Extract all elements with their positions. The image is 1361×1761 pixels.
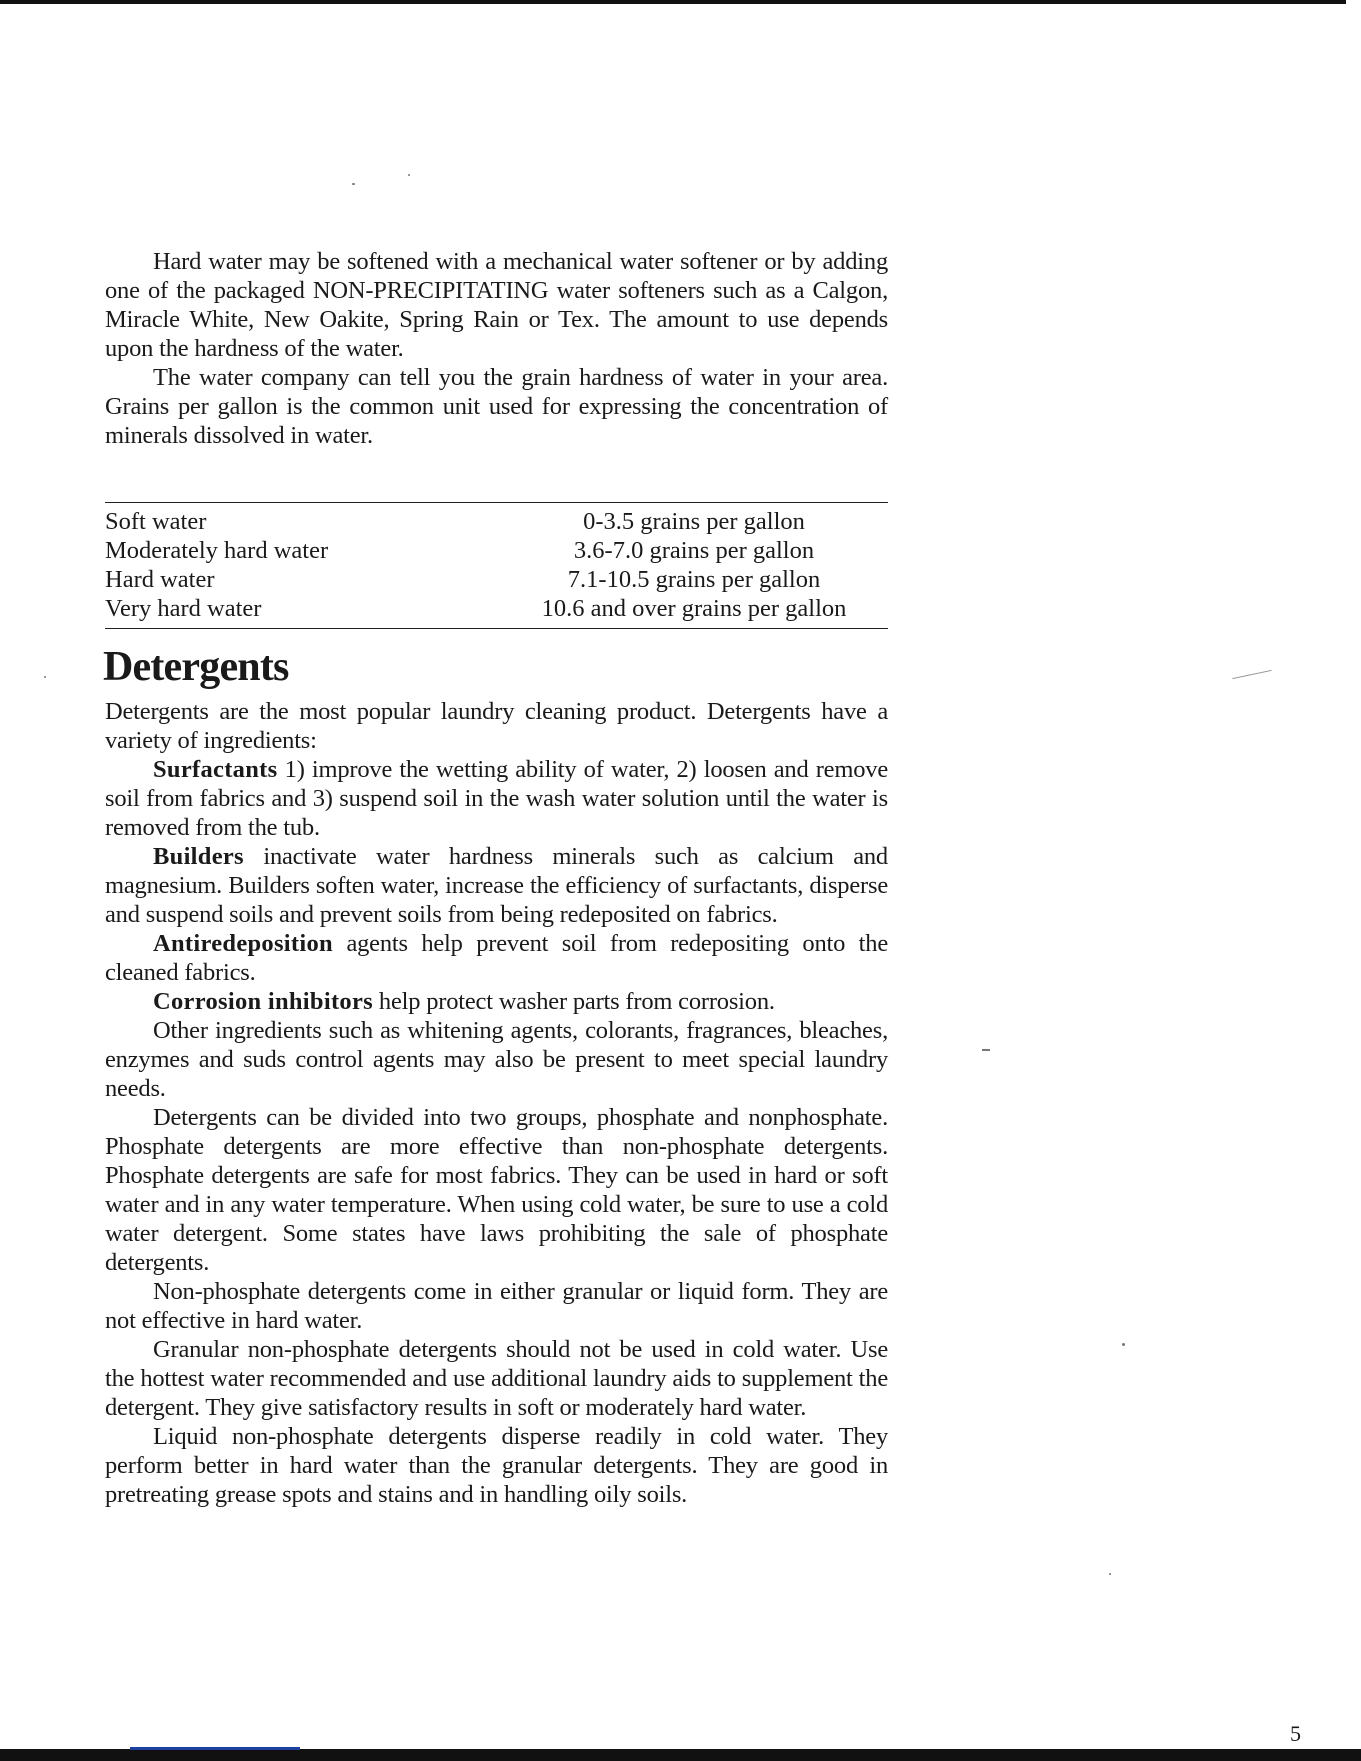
top-border-rule — [0, 0, 1346, 4]
bottom-rule-accent — [130, 1747, 300, 1750]
ingredient-text: help protect washer parts from corrosion. — [372, 988, 775, 1015]
ingredient-text: 1) improve the wetting ability of water, 2) loosen and remove soil from fabrics and 3) suspend soil in the wash water solution until the water is removed from the tub. — [105, 756, 888, 841]
hardness-value: 3.6-7.0 grains per gallon — [573, 537, 815, 564]
body-paragraph: Detergents can be divided into two groups, phosphate and nonphosphate. Phosphate detergents are more effective than non-phosphate detergents. Phosphate detergents are safe for most fabrics. They can be used in hard or soft water and in any water temperature. When using cold water, be sure to use a cold water detergent. Some states have laws prohibiting the sale of phosphate detergents. — [105, 1104, 888, 1276]
ingredient-text: agents help prevent soil from redepositing onto the cleaned fabrics. — [105, 930, 888, 986]
section-title: Detergents — [103, 644, 289, 690]
table-row — [105, 565, 888, 594]
body-paragraph: Non-phosphate detergents come in either granular or liquid form. They are not effective in hard water. — [105, 1278, 888, 1334]
hardness-value: 10.6 and over grains per gallon — [541, 595, 847, 622]
bottom-border-rule — [0, 1749, 1361, 1761]
ingredient-term: Corrosion inhibitors — [153, 988, 373, 1015]
ingredient-paragraph — [105, 755, 888, 842]
body-paragraph: Liquid non-phosphate detergents disperse readily in cold water. They perform better in hard water than the granular detergents. They are good in pretreating grease spots and stains and in handling oily soils. — [105, 1423, 888, 1508]
scan-speck — [982, 1049, 990, 1051]
hardness-label: Moderately hard water — [105, 537, 329, 564]
hardness-value: 7.1-10.5 grains per gallon — [567, 566, 821, 593]
ingredient-paragraph — [105, 929, 888, 987]
ingredient-paragraph — [105, 987, 888, 1016]
section-intro: Detergents are the most popular laundry cleaning product. Detergents have a variety of ingredients: — [105, 698, 888, 754]
scan-speck — [1122, 1343, 1125, 1346]
ingredient-text: inactivate water hardness minerals such as calcium and magnesium. Builders soften water, increase the efficiency of surfactants, disperse and suspend soils and prevent soils from being redeposited on fabrics. — [105, 843, 888, 928]
hardness-label: Soft water — [105, 508, 207, 535]
intro-paragraph: Hard water may be softened with a mechanical water softener or by adding one of the packaged NON-PRECIPITATING water softeners such as a Calgon, Miracle White, New Oakite, Spring Rain or Tex. The amount to use depends upon the hardness of the water. — [105, 248, 888, 362]
hardness-label: Very hard water — [105, 595, 262, 622]
intro-paragraph: The water company can tell you the grain hardness of water in your area. Grains per gallon is the common unit used for expressing the concentration of minerals dissolved in water. — [105, 364, 888, 449]
hardness-label: Hard water — [105, 566, 215, 593]
body-paragraph: Other ingredients such as whitening agents, colorants, fragrances, bleaches, enzymes and suds control agents may also be present to meet special laundry needs. — [105, 1017, 888, 1102]
scan-speck — [1109, 1573, 1111, 1575]
body-paragraph: Granular non-phosphate detergents should not be used in cold water. Use the hottest water recommended and use additional laundry aids to supplement the detergent. They give satisfactory results in soft or moderately hard water. — [105, 1336, 888, 1421]
scan-speck — [408, 174, 410, 176]
ingredient-paragraph — [105, 842, 888, 929]
page-number: 5 — [1290, 1721, 1301, 1746]
scan-speck — [44, 676, 46, 678]
table-row — [105, 594, 888, 623]
water-hardness-table — [105, 502, 888, 629]
scan-speck — [352, 183, 355, 185]
ingredient-term: Surfactants — [153, 756, 278, 783]
table-row — [105, 536, 888, 565]
scan-speck — [1232, 670, 1271, 679]
table-row — [105, 507, 888, 536]
detergents-section — [105, 697, 888, 1509]
ingredient-term: Builders — [153, 843, 244, 870]
intro-section — [105, 247, 888, 450]
hardness-value: 0-3.5 grains per gallon — [583, 508, 805, 535]
ingredient-term: Antiredeposition — [153, 930, 333, 957]
